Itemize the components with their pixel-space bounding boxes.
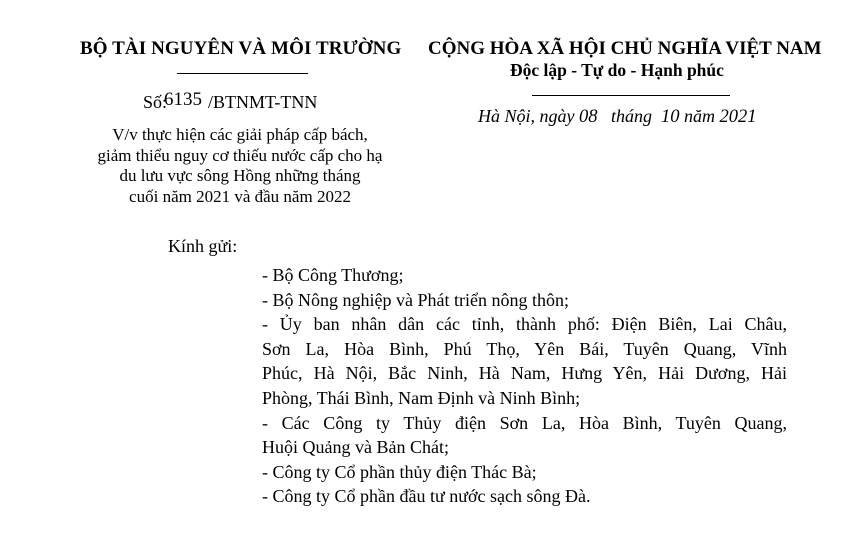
recipient-list [262,263,787,509]
subject-block [72,125,408,207]
recipient-line: - Các Công ty Thủy điện Sơn La, Hòa Bình, Tuyên Quang, [262,412,787,433]
month-label: tháng [611,106,653,126]
subject-line: cuối năm 2021 và đầu năm 2022 [129,186,351,206]
national-motto: Độc lập - Tự do - Hạnh phúc [510,60,724,80]
document-number [143,89,318,114]
document-number-value: 6135 [164,89,203,110]
national-title: CỘNG HÒA XÃ HỘI CHỦ NGHĨA VIỆT NAM [428,38,822,59]
place-label: Hà Nội, ngày [478,106,575,126]
recipient-line: Phòng, Thái Bình, Nam Định và Ninh Bình; [262,387,581,408]
recipient-line: - Công ty Cổ phần thủy điện Thác Bà; [262,461,537,482]
ministry-name: BỘ TÀI NGUYÊN VÀ MÔI TRƯỜNG [80,38,402,59]
recipient-line: - Bộ Công Thương; [262,265,404,285]
salutation: Kính gửi: [168,236,238,256]
recipient-line: - Bộ Nông nghiệp và Phát triển nông thôn; [262,289,569,310]
ministry-divider [177,73,308,74]
recipient-line: Sơn La, Hòa Bình, Phú Thọ, Yên Bái, Tuyên Quang, Vĩnh [262,338,787,359]
year-label: năm [684,106,716,126]
recipient-line: Phúc, Hà Nội, Bắc Ninh, Hà Nam, Hưng Yên, Hải Dương, Hải [262,363,787,384]
recipient-line: - Ủy ban nhân dân các tỉnh, thành phố: Điện Biên, Lai Châu, [262,314,787,335]
subject-line: giảm thiểu nguy cơ thiếu nước cấp cho hạ [97,145,383,165]
month-value: 10 [661,107,680,127]
year-value: 2021 [719,107,757,127]
recipient-line: Huội Quảng và Bản Chát; [262,437,449,458]
day-value: 08 [579,107,598,127]
document-number-prefix: Số: [143,92,168,112]
place-date [478,106,757,128]
subject-line: du lưu vực sông Hồng những tháng [119,166,361,185]
document-number-suffix: /BTNMT-TNN [208,92,318,112]
subject-line: V/v thực hiện các giải pháp cấp bách, [112,125,368,144]
motto-divider [532,95,730,96]
recipient-line: - Công ty Cổ phần đầu tư nước sạch sông Đà. [262,486,591,507]
